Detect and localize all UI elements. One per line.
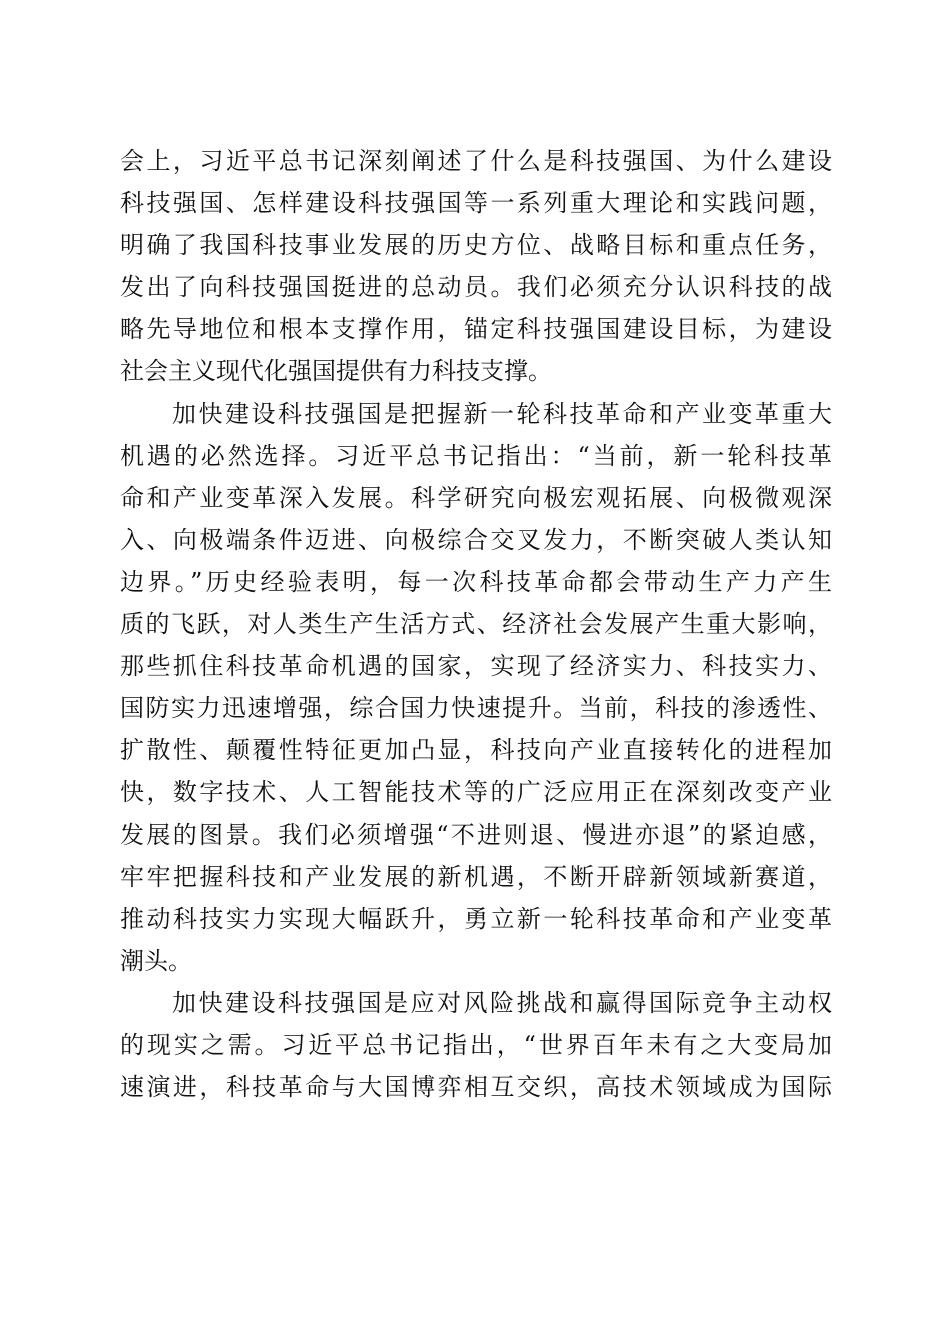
- text-line: 速演进，科技革命与大国博弈相互交织，高技术领域成为国际: [120, 1073, 832, 1102]
- text-line: 命和产业变革深入发展。科学研究向极宏观拓展、向极微观深: [120, 483, 832, 512]
- text-line: 机遇的必然选择。习近平总书记指出：“当前，新一轮科技革: [120, 441, 832, 470]
- text-line: 科技强国、怎样建设科技强国等一系列重大理论和实践问题，: [120, 189, 832, 218]
- text-line: 发出了向科技强国挺进的总动员。我们必须充分认识科技的战: [120, 273, 832, 302]
- text-line: 明确了我国科技事业发展的历史方位、战略目标和重点任务，: [120, 231, 832, 260]
- text-line: 质的飞跃，对人类生产生活方式、经济社会发展产生重大影响，: [120, 610, 832, 639]
- text-line: 入、向极端条件迈进、向极综合交叉发力，不断突破人类认知: [120, 525, 832, 554]
- text-line: 社会主义现代化强国提供有力科技支撑。: [120, 357, 552, 386]
- text-line: 扩散性、颠覆性特征更加凸显，科技向产业直接转化的进程加: [120, 736, 832, 765]
- text-line: 发展的图景。我们必须增强“不进则退、慢进亦退”的紧迫感，: [120, 820, 832, 849]
- text-line: 那些抓住科技革命机遇的国家，实现了经济实力、科技实力、: [120, 652, 832, 681]
- text-line: 牢牢把握科技和产业发展的新机遇，不断开辟新领域新赛道，: [120, 862, 832, 891]
- text-line: 快，数字技术、人工智能技术等的广泛应用正在深刻改变产业: [120, 778, 832, 807]
- document-body: [120, 140, 832, 1108]
- text-line: 边界。”历史经验表明，每一次科技革命都会带动生产力产生: [120, 567, 832, 596]
- text-line: 推动科技实力实现大幅跃升，勇立新一轮科技革命和产业变革: [120, 904, 832, 933]
- text-line: 会上，习近平总书记深刻阐述了什么是科技强国、为什么建设: [120, 147, 832, 175]
- text-line: 的现实之需。习近平总书记指出，“世界百年未有之大变局加: [120, 1030, 832, 1059]
- text-line: 国防实力迅速增强，综合国力快速提升。当前，科技的渗透性、: [120, 694, 832, 723]
- text-line: 略先导地位和根本支撑作用，锚定科技强国建设目标，为建设: [120, 315, 832, 344]
- paragraph-first-line: 加快建设科技强国是应对风险挑战和赢得国际竞争主动权: [172, 988, 832, 1017]
- paragraph-first-line: 加快建设科技强国是把握新一轮科技革命和产业变革重大: [172, 399, 832, 428]
- text-line: 潮头。: [120, 946, 192, 975]
